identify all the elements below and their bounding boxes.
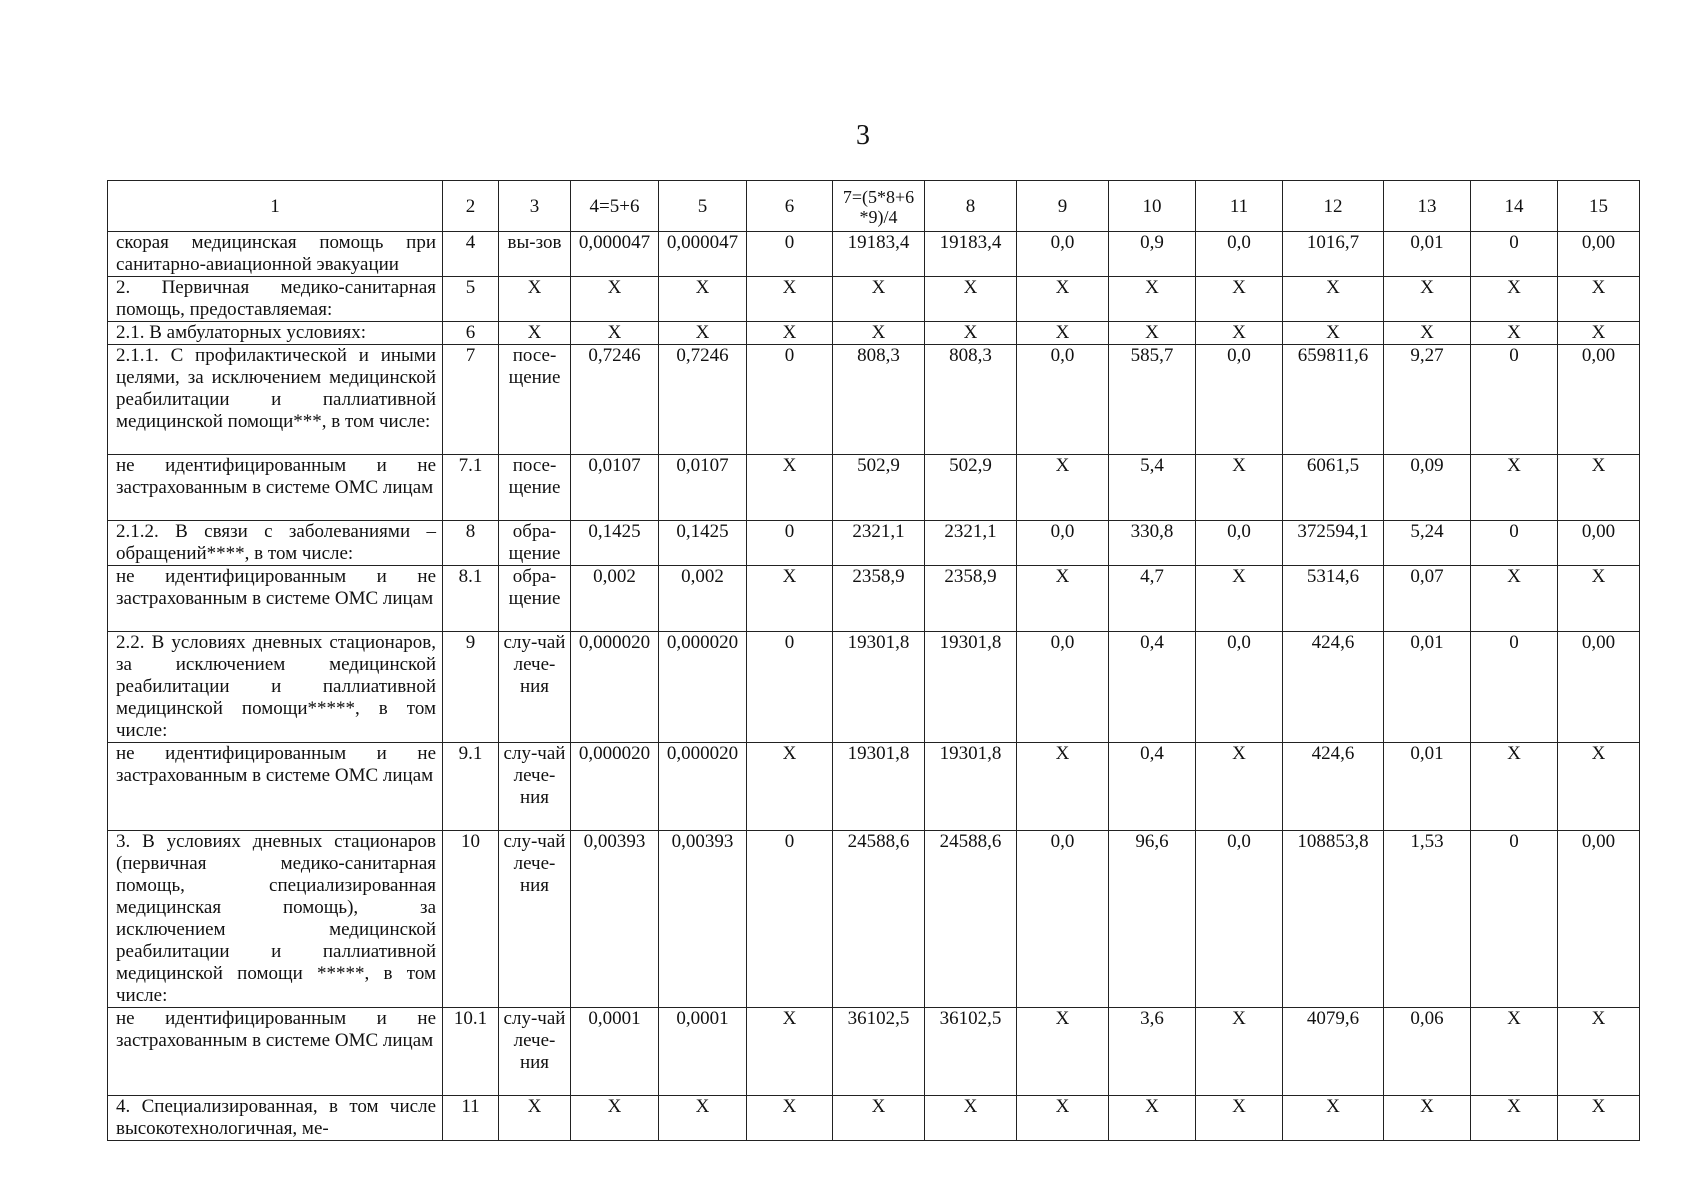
table-cell: 0	[1471, 345, 1558, 455]
table-row	[108, 345, 1640, 455]
table-cell: X	[1283, 322, 1384, 345]
table-cell: 424,6	[1283, 743, 1384, 831]
table-cell: X	[499, 277, 571, 322]
header-cell: 9	[1017, 181, 1109, 232]
table-cell: X	[747, 566, 833, 632]
table-cell: X	[1109, 1096, 1196, 1141]
table-cell: 10	[443, 831, 499, 1008]
table-cell: X	[499, 322, 571, 345]
table-cell: X	[1558, 322, 1640, 345]
row-description-cell: 2.1.1. С профилактической и иными целями, за исключением медицинской реабилитации и паллиативной медицинской помощи***, в том числе:	[108, 345, 443, 455]
table-cell: X	[1017, 277, 1109, 322]
table-cell: 24588,6	[833, 831, 925, 1008]
table-cell: 330,8	[1109, 521, 1196, 566]
table-cell: 36102,5	[833, 1008, 925, 1096]
table-cell: 585,7	[1109, 345, 1196, 455]
table-cell: 808,3	[925, 345, 1017, 455]
table-cell: X	[1384, 277, 1471, 322]
table-row	[108, 521, 1640, 566]
header-cell: 4=5+6	[571, 181, 659, 232]
table-cell: 0,000047	[571, 232, 659, 277]
table-cell: 0,002	[571, 566, 659, 632]
table-cell: посе-щение	[499, 455, 571, 521]
table-cell: 9,27	[1384, 345, 1471, 455]
table-cell: обра-щение	[499, 521, 571, 566]
table-cell: X	[1558, 743, 1640, 831]
table-cell: 0,06	[1384, 1008, 1471, 1096]
table-cell: 0,00	[1558, 232, 1640, 277]
table-cell: 502,9	[833, 455, 925, 521]
table-cell: 7	[443, 345, 499, 455]
table-cell: X	[1017, 1096, 1109, 1141]
table-cell: X	[833, 277, 925, 322]
table-cell: 19301,8	[833, 632, 925, 743]
table-cell: 0,0	[1196, 232, 1283, 277]
table-cell: 4,7	[1109, 566, 1196, 632]
table-cell: 0,0	[1017, 232, 1109, 277]
table-cell: X	[833, 322, 925, 345]
table-cell: 659811,6	[1283, 345, 1384, 455]
table-cell: 0,00393	[659, 831, 747, 1008]
table-cell: X	[925, 1096, 1017, 1141]
table-cell: 6061,5	[1283, 455, 1384, 521]
header-cell: 13	[1384, 181, 1471, 232]
row-description-cell: 2.1.2. В связи с заболеваниями – обращений****, в том числе:	[108, 521, 443, 566]
table-cell: 0,01	[1384, 632, 1471, 743]
table-cell: 0,00	[1558, 831, 1640, 1008]
table-cell: 0,000020	[571, 632, 659, 743]
table-cell: 0,0001	[659, 1008, 747, 1096]
table-cell: X	[1558, 566, 1640, 632]
table-cell: слу-чай лече-ния	[499, 1008, 571, 1096]
table-row	[108, 1096, 1640, 1141]
table-cell: X	[1196, 1008, 1283, 1096]
table-cell: 19183,4	[925, 232, 1017, 277]
table-cell: 0,0	[1196, 521, 1283, 566]
table-row	[108, 277, 1640, 322]
table-cell: 0,1425	[571, 521, 659, 566]
table-cell: X	[747, 277, 833, 322]
table-cell: 0,0	[1017, 831, 1109, 1008]
table-cell: 0,01	[1384, 232, 1471, 277]
table-cell: 6	[443, 322, 499, 345]
table-cell: X	[1017, 566, 1109, 632]
table-cell: 0,000020	[659, 743, 747, 831]
header-cell: 14	[1471, 181, 1558, 232]
table-cell: 0,4	[1109, 743, 1196, 831]
table-cell: 0,000020	[659, 632, 747, 743]
table-cell: X	[1384, 322, 1471, 345]
table-cell: X	[747, 455, 833, 521]
row-description-cell: не идентифицированным и не застрахованным в системе ОМС лицам	[108, 455, 443, 521]
table-cell: X	[1558, 277, 1640, 322]
table-cell: X	[1471, 322, 1558, 345]
table-cell: 2321,1	[833, 521, 925, 566]
table-cell: 0,1425	[659, 521, 747, 566]
table-cell: вы-зов	[499, 232, 571, 277]
table-cell: 19301,8	[925, 632, 1017, 743]
table-cell: 372594,1	[1283, 521, 1384, 566]
table-cell: X	[499, 1096, 571, 1141]
table-cell: 3,6	[1109, 1008, 1196, 1096]
table-cell: X	[659, 322, 747, 345]
table-cell: 10.1	[443, 1008, 499, 1096]
table-header-row	[108, 181, 1640, 232]
row-description-cell: не идентифицированным и не застрахованным в системе ОМС лицам	[108, 743, 443, 831]
table-cell: X	[1471, 1096, 1558, 1141]
table-cell: 0,0107	[571, 455, 659, 521]
table-cell: 11	[443, 1096, 499, 1141]
table-cell: 0,7246	[571, 345, 659, 455]
table-cell: X	[747, 1008, 833, 1096]
table-cell: X	[1196, 322, 1283, 345]
table-cell: 0	[747, 632, 833, 743]
table-cell: 0,0	[1017, 521, 1109, 566]
table-row	[108, 566, 1640, 632]
table-row	[108, 632, 1640, 743]
table-cell: 0,9	[1109, 232, 1196, 277]
row-description-cell: 3. В условиях дневных стационаров (первичная медико-санитарная помощь, специализированная медицинская помощь), за исключением медицинской реабилитации и паллиативной медицинской помощи *****, в том числе:	[108, 831, 443, 1008]
table-cell: X	[571, 277, 659, 322]
row-description-cell: 2. Первичная медико-санитарная помощь, предоставляемая:	[108, 277, 443, 322]
page-number: 3	[856, 120, 870, 151]
header-cell: 3	[499, 181, 571, 232]
table-cell: X	[1017, 1008, 1109, 1096]
table-cell: 808,3	[833, 345, 925, 455]
table-cell: 0,09	[1384, 455, 1471, 521]
table-cell: X	[571, 1096, 659, 1141]
table-cell: 0	[1471, 831, 1558, 1008]
table-cell: 502,9	[925, 455, 1017, 521]
table-cell: X	[1196, 566, 1283, 632]
table-cell: X	[1471, 1008, 1558, 1096]
table-cell: слу-чай лече-ния	[499, 831, 571, 1008]
table-cell: 424,6	[1283, 632, 1384, 743]
header-cell: 12	[1283, 181, 1384, 232]
table-cell: 2321,1	[925, 521, 1017, 566]
table-cell: 5,24	[1384, 521, 1471, 566]
table-cell: слу-чай лече-ния	[499, 632, 571, 743]
table-cell: 0,00	[1558, 521, 1640, 566]
table-cell: 4	[443, 232, 499, 277]
table-row	[108, 831, 1640, 1008]
row-description-cell: 2.2. В условиях дневных стационаров, за исключением медицинской реабилитации и паллиативной медицинской помощи*****, в том числе:	[108, 632, 443, 743]
table-cell: X	[1017, 743, 1109, 831]
table-cell: 0,0107	[659, 455, 747, 521]
table-cell: 7.1	[443, 455, 499, 521]
header-cell: 6	[747, 181, 833, 232]
tariff-table	[107, 180, 1640, 1141]
table-cell: 0,0	[1017, 632, 1109, 743]
table-cell: X	[747, 743, 833, 831]
table-cell: 0	[747, 521, 833, 566]
table-cell: X	[1283, 1096, 1384, 1141]
table-cell: X	[1558, 1008, 1640, 1096]
table-cell: X	[1558, 455, 1640, 521]
table-cell: 0,000020	[571, 743, 659, 831]
table-cell: слу-чай лече-ния	[499, 743, 571, 831]
header-cell: 11	[1196, 181, 1283, 232]
table-cell: 19183,4	[833, 232, 925, 277]
header-cell: 1	[108, 181, 443, 232]
table-cell: 2358,9	[833, 566, 925, 632]
table-cell: 0,00393	[571, 831, 659, 1008]
table-cell: 2358,9	[925, 566, 1017, 632]
table-cell: X	[1471, 277, 1558, 322]
table-cell: X	[1196, 455, 1283, 521]
table-cell: X	[747, 1096, 833, 1141]
table-cell: 5314,6	[1283, 566, 1384, 632]
table-cell: 0,01	[1384, 743, 1471, 831]
table-cell: X	[1017, 455, 1109, 521]
table-row	[108, 743, 1640, 831]
header-cell: 15	[1558, 181, 1640, 232]
table-cell: 96,6	[1109, 831, 1196, 1008]
table-cell: X	[571, 322, 659, 345]
row-description-cell: скорая медицинская помощь при санитарно-авиационной эвакуации	[108, 232, 443, 277]
table-cell: X	[925, 277, 1017, 322]
table-cell: X	[1109, 322, 1196, 345]
row-description-cell: не идентифицированным и не застрахованным в системе ОМС лицам	[108, 566, 443, 632]
table-cell: 0,07	[1384, 566, 1471, 632]
table-cell: X	[1017, 322, 1109, 345]
table-cell: X	[659, 277, 747, 322]
header-cell: 2	[443, 181, 499, 232]
header-cell: 8	[925, 181, 1017, 232]
table-cell: X	[1196, 1096, 1283, 1141]
table-cell: 0,0	[1196, 345, 1283, 455]
table-cell: X	[1109, 277, 1196, 322]
table-cell: обра-щение	[499, 566, 571, 632]
table-cell: 0,0	[1196, 831, 1283, 1008]
table-cell: X	[925, 322, 1017, 345]
table-cell: X	[1471, 455, 1558, 521]
table-cell: X	[1384, 1096, 1471, 1141]
header-cell: 5	[659, 181, 747, 232]
table-cell: X	[747, 322, 833, 345]
table-cell: X	[1471, 566, 1558, 632]
table-cell: X	[1196, 743, 1283, 831]
table-cell: 108853,8	[1283, 831, 1384, 1008]
table-cell: 5	[443, 277, 499, 322]
table-cell: X	[1196, 277, 1283, 322]
table-cell: 0,7246	[659, 345, 747, 455]
row-description-cell: 2.1. В амбулаторных условиях:	[108, 322, 443, 345]
table-cell: 0	[1471, 521, 1558, 566]
table-cell: 0	[1471, 632, 1558, 743]
table-row	[108, 232, 1640, 277]
table-cell: X	[1471, 743, 1558, 831]
table-row	[108, 455, 1640, 521]
table-cell: 9	[443, 632, 499, 743]
table-cell: 0,00	[1558, 632, 1640, 743]
table-cell: 0,4	[1109, 632, 1196, 743]
table-cell: 19301,8	[833, 743, 925, 831]
table-cell: 1016,7	[1283, 232, 1384, 277]
table-cell: X	[1558, 1096, 1640, 1141]
table-cell: X	[1283, 277, 1384, 322]
table-cell: X	[833, 1096, 925, 1141]
table-cell: 0	[747, 831, 833, 1008]
table-cell: 0	[747, 345, 833, 455]
table-cell: 1,53	[1384, 831, 1471, 1008]
table-cell: 24588,6	[925, 831, 1017, 1008]
table-cell: X	[659, 1096, 747, 1141]
table-row	[108, 322, 1640, 345]
header-cell: 10	[1109, 181, 1196, 232]
header-cell: 7=(5*8+6 *9)/4	[833, 181, 925, 232]
table-cell: посе-щение	[499, 345, 571, 455]
table-cell: 8	[443, 521, 499, 566]
table-cell: 0,000047	[659, 232, 747, 277]
row-description-cell: 4. Специализированная, в том числе высокотехнологичная, ме-	[108, 1096, 443, 1141]
table-cell: 0,002	[659, 566, 747, 632]
table-cell: 0,0	[1017, 345, 1109, 455]
table-cell: 0,0001	[571, 1008, 659, 1096]
row-description-cell: не идентифицированным и не застрахованным в системе ОМС лицам	[108, 1008, 443, 1096]
table-cell: 9.1	[443, 743, 499, 831]
table-cell: 0	[747, 232, 833, 277]
table-row	[108, 1008, 1640, 1096]
table-cell: 8.1	[443, 566, 499, 632]
table-cell: 0,00	[1558, 345, 1640, 455]
table-cell: 5,4	[1109, 455, 1196, 521]
table-cell: 0,0	[1196, 632, 1283, 743]
table-cell: 36102,5	[925, 1008, 1017, 1096]
table-cell: 19301,8	[925, 743, 1017, 831]
table-cell: 0	[1471, 232, 1558, 277]
table-cell: 4079,6	[1283, 1008, 1384, 1096]
